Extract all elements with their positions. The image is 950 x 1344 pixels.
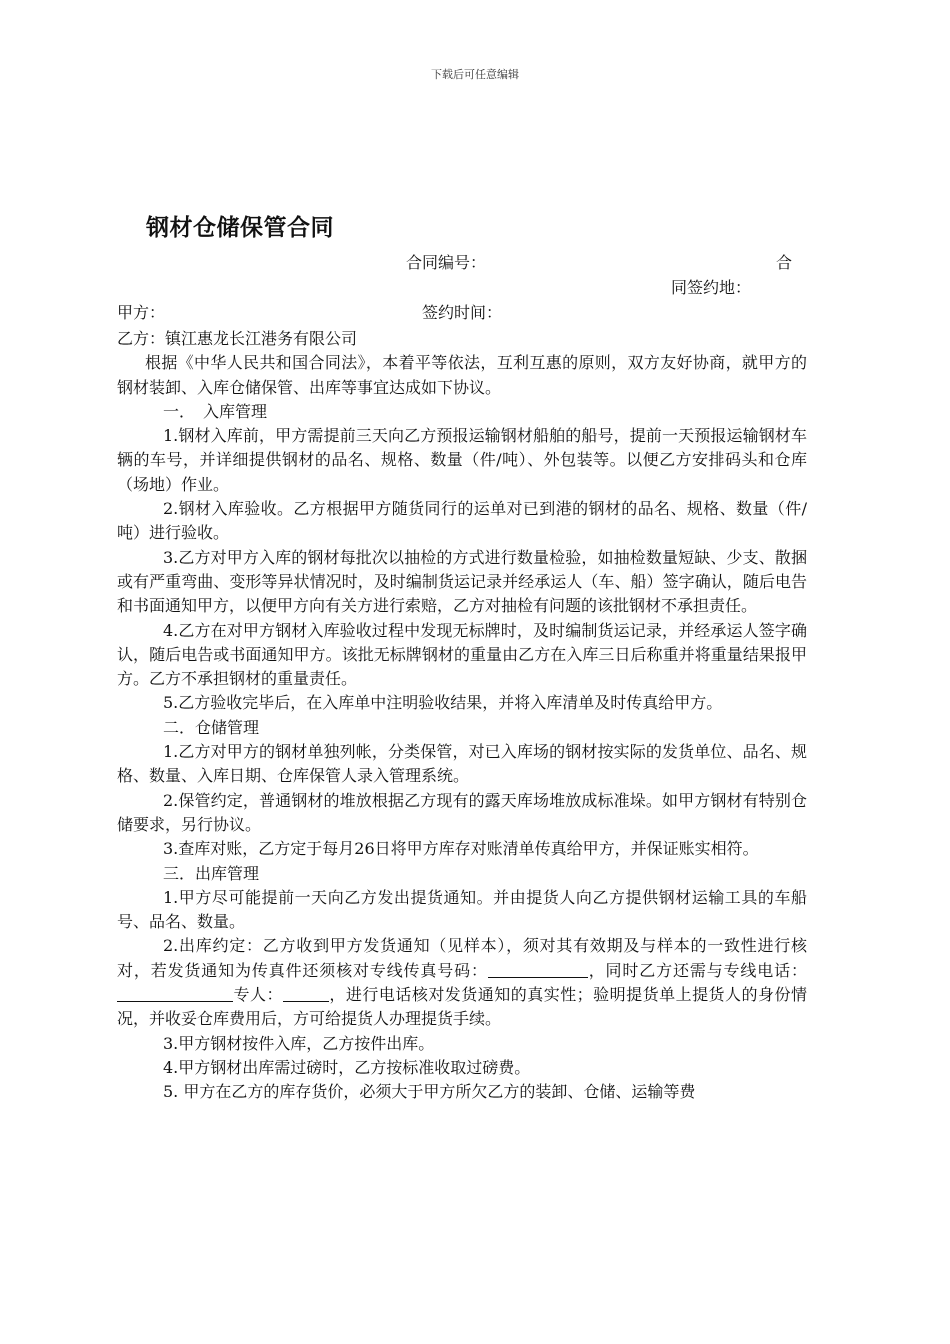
party-a-label: 甲方： bbox=[117, 303, 166, 322]
clause-1-2: 2.钢材入库验收。乙方根据甲方随货同行的运单对已到港的钢材的品名、规格、数量（件/吨）进行验收。 bbox=[117, 499, 807, 543]
clause-3-2 bbox=[117, 934, 807, 1031]
clause-3-2-part-a: 2.出库约定：乙方收到甲方发货通知（见样本），须对其有效期及与样本的一致性进行核对，若发货通知为传真件还须核对专线传真号码： bbox=[117, 936, 807, 980]
contract-number-label: 合同编号： bbox=[406, 253, 487, 272]
contract-body bbox=[117, 327, 807, 1105]
contract-he-char: 合 bbox=[776, 253, 793, 272]
clause-3-2-part-d: ，进行电话核对发货通知的真实性；验明提货单上提货人的身份情况，并收妥仓库费用后，方可给提货人办理提货手续。 bbox=[117, 985, 807, 1029]
clause-1-3: 3.乙方对甲方入库的钢材每批次以抽检的方式进行数量检验，如抽检数量短缺、少支、散捆或有严重弯曲、变形等异状情况时，及时编制货运记录并经承运人（车、船）签字确认，随后电告和书面通知甲方，以便甲方向有关方进行索赔，乙方对抽检有问题的该批钢材不承担责任。 bbox=[117, 547, 807, 616]
party-b-line: 乙方：镇江惠龙长江港务有限公司 bbox=[117, 329, 358, 348]
clause-2-3: 3.查库对账，乙方定于每月26日将甲方库存对账清单传真给甲方，并保证账实相符。 bbox=[163, 839, 759, 859]
sign-place-label: 同签约地： bbox=[671, 278, 752, 297]
fax-number-blank bbox=[488, 961, 588, 978]
section-heading-inbound: 一． 入库管理 bbox=[163, 401, 268, 421]
clause-3-2-part-b: ，同时乙方还需与专线电话： bbox=[587, 960, 807, 980]
clause-1-1: 1.钢材入库前，甲方需提前三天向乙方预报运输钢材船舶的船号，提前一天预报运输钢材车辆的车号，并详细提供钢材的品名、规格、数量（件/吨）、外包装等。以便乙方安排码头和仓库（场地）作业。 bbox=[117, 426, 807, 494]
contact-person-blank bbox=[283, 985, 329, 1002]
document-title: 钢材仓储保管合同 bbox=[146, 214, 334, 241]
clause-2-1: 1.乙方对甲方的钢材单独列帐，分类保管，对已入库场的钢材按实际的发货单位、品名、规格、数量、入库日期、仓库保管人录入管理系统。 bbox=[117, 742, 807, 786]
clause-1-4: 4.乙方在对甲方钢材入库验收过程中发现无标牌时，及时编制货运记录，并经承运人签字确认，随后电告或书面通知甲方。该批无标牌钢材的重量由乙方在入库三日后称重并将重量结果报甲方。乙方不承担钢材的重量责任。 bbox=[117, 620, 807, 689]
preamble: 根据《中华人民共和国合同法》，本着平等依法，互利互惠的原则，双方友好协商，就甲方的钢材装卸、入库仓储保管、出库等事宜达成如下协议。 bbox=[117, 353, 807, 397]
clause-3-2-part-c: 专人： bbox=[233, 985, 283, 1005]
clause-3-1: 1.甲方尽可能提前一天向乙方发出提货通知。并由提货人向乙方提供钢材运输工具的车船号、品名、数量。 bbox=[117, 887, 807, 932]
section-heading-storage: 二．仓储管理 bbox=[163, 717, 260, 737]
phone-number-blank bbox=[117, 985, 233, 1002]
clause-2-2: 2.保管约定，普通钢材的堆放根据乙方现有的露天库场堆放成标准垛。如甲方钢材有特别仓储要求，另行协议。 bbox=[117, 790, 807, 834]
clause-1-5: 5.乙方验收完毕后，在入库单中注明验收结果，并将入库清单及时传真给甲方。 bbox=[163, 693, 723, 713]
header-note: 下载后可任意编辑 bbox=[431, 68, 519, 81]
clause-3-3: 3.甲方钢材按件入库，乙方按件出库。 bbox=[163, 1033, 435, 1053]
clause-3-5: 5. 甲方在乙方的库存货价，必须大于甲方所欠乙方的装卸、仓储、运输等费 bbox=[163, 1082, 696, 1102]
section-heading-outbound: 三．出库管理 bbox=[163, 863, 260, 883]
clause-3-4: 4.甲方钢材出库需过磅时，乙方按标准收取过磅费。 bbox=[163, 1057, 531, 1077]
sign-time-label: 签约时间： bbox=[422, 303, 503, 322]
